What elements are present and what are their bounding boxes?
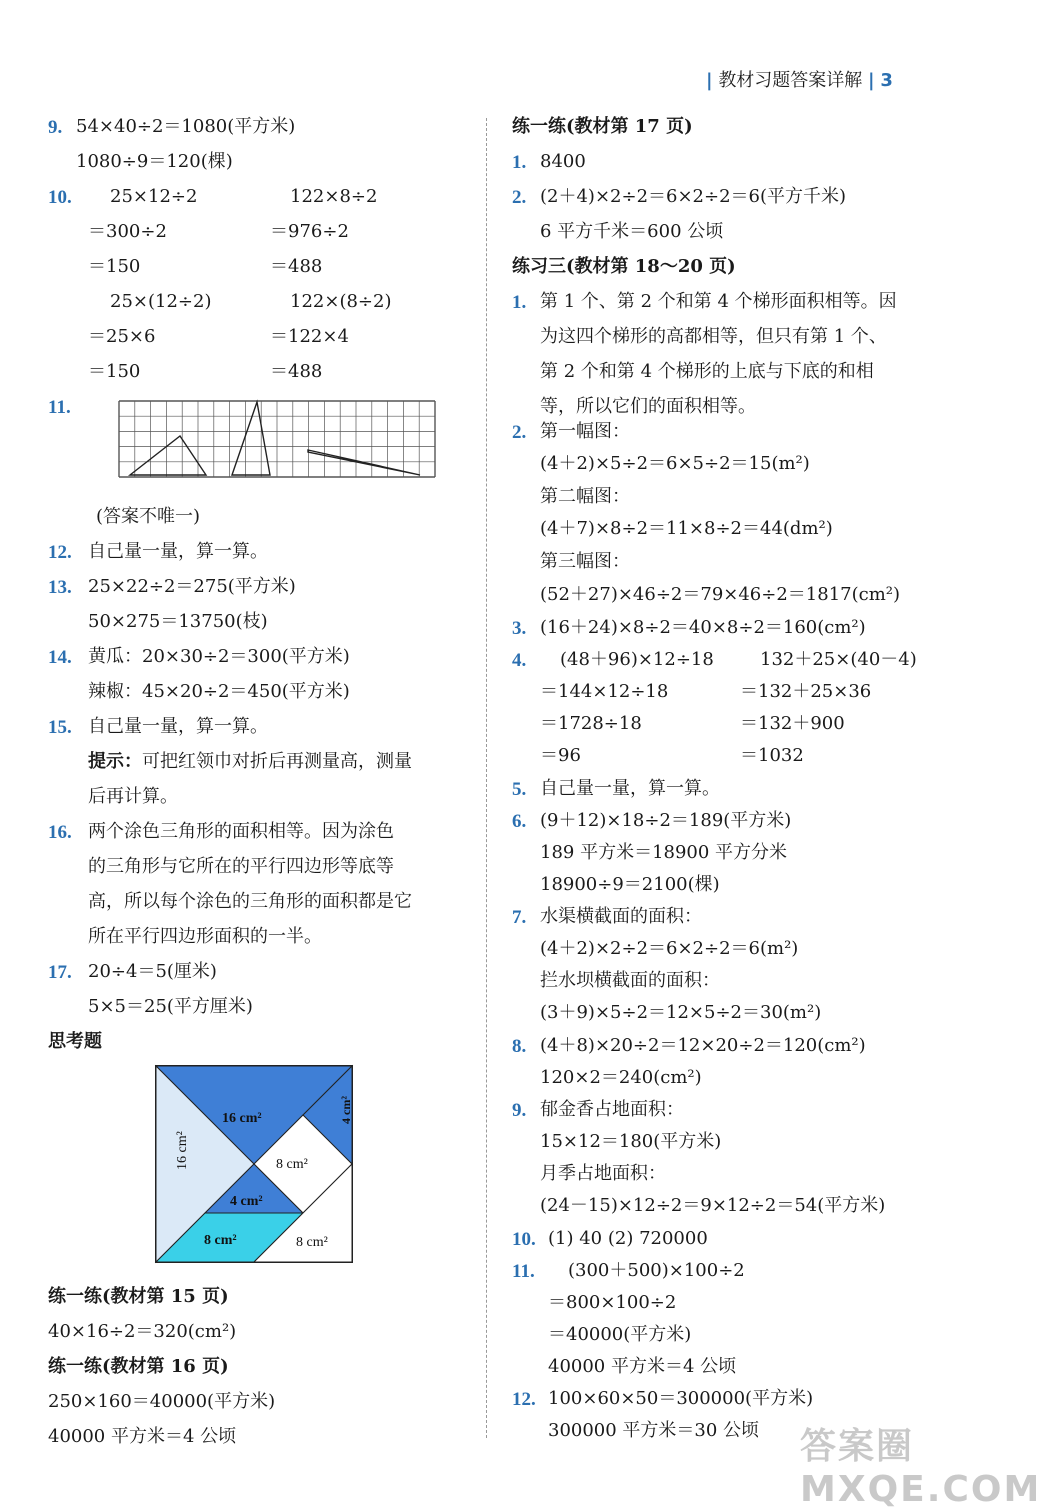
answer-line: 自己量一量，算一算。	[88, 716, 268, 737]
answer-line: ＝40000(平方米)	[548, 1324, 692, 1345]
answer-line: (4＋2)×2÷2＝6×2÷2＝6(m²)	[540, 938, 799, 959]
answer-line: 月季占地面积：	[540, 1163, 666, 1184]
answer-line: 50×275＝13750(枝)	[88, 611, 268, 632]
answer-line: 1080÷9＝120(棵)	[76, 151, 233, 172]
question-number: 8.	[512, 1036, 527, 1057]
answer-line: (4＋8)×20÷2＝12×20÷2＝120(cm²)	[540, 1035, 866, 1056]
answer-line: 郁金香占地面积：	[540, 1099, 684, 1120]
label-square: 8 cm²	[276, 1157, 308, 1172]
question-number: 10.	[48, 187, 72, 208]
answer-line: (2＋4)×2÷2＝6×2÷2＝6(平方千米)	[540, 186, 847, 207]
answer-line: ＝150	[88, 361, 141, 382]
question-number: 12.	[48, 542, 72, 563]
label-left: 16 cm²	[175, 1131, 190, 1170]
question-number: 3.	[512, 618, 527, 639]
answer-line: 15×12＝180(平方米)	[540, 1131, 722, 1152]
column-divider	[486, 118, 487, 1438]
grid-triangles-figure	[118, 400, 436, 478]
section-heading: 练一练(教材第 17 页)	[512, 116, 693, 137]
answer-line: 两个涂色三角形的面积相等。因为涂色	[88, 821, 394, 842]
answer-line: 189 平方米＝18900 平方分米	[540, 842, 788, 863]
question-number: 13.	[48, 577, 72, 598]
answer-line: 20÷4＝5(厘米)	[88, 961, 217, 982]
question-number: 12.	[512, 1389, 536, 1410]
answer-line: ＝800×100÷2	[548, 1292, 677, 1313]
question-number: 7.	[512, 907, 527, 928]
answer-line: ＝976÷2	[270, 221, 349, 242]
answer-line: 54×40÷2＝1080(平方米)	[76, 116, 296, 137]
answer-line: ＝150	[88, 256, 141, 277]
answer-line: (300＋500)×100÷2	[568, 1260, 745, 1281]
triangle-2	[232, 402, 270, 475]
question-number: 2.	[512, 187, 527, 208]
answer-line: 6 平方千米＝600 公顷	[540, 221, 724, 242]
answer-line: 40000 平方米＝4 公顷	[548, 1356, 737, 1377]
label-small-triangle: 4 cm²	[230, 1194, 263, 1209]
question-number: 2.	[512, 422, 527, 443]
section-heading: 练一练(教材第 15 页)	[48, 1286, 229, 1307]
answer-line: ＝1728÷18	[540, 713, 642, 734]
page-number: 3	[880, 70, 893, 91]
answer-line: 132＋25×(40－4)	[760, 649, 917, 670]
answer-line: ＝488	[270, 361, 323, 382]
answer-line: 8400	[540, 151, 586, 172]
answer-line: (3＋9)×5÷2＝12×5÷2＝30(m²)	[540, 1002, 822, 1023]
answer-line: 辣椒：45×20÷2＝450(平方米)	[88, 681, 350, 702]
answer-line: (4＋7)×8÷2＝11×8÷2＝44(dm²)	[540, 518, 833, 539]
answer-line: ＝144×12÷18	[540, 681, 669, 702]
answer-line: 18900÷9＝2100(棵)	[540, 874, 720, 895]
header-title: 教材习题答案详解	[718, 70, 863, 91]
question-number: 4.	[512, 650, 527, 671]
answer-line: 100×60×50＝300000(平方米)	[548, 1388, 814, 1409]
answer-line: 122×8÷2	[290, 186, 378, 207]
answer-line: 250×160＝40000(平方米)	[48, 1391, 276, 1412]
question-number: 9.	[512, 1100, 527, 1121]
label-right-small: 4 cm²	[339, 1096, 353, 1124]
answer-line: ＝488	[270, 256, 323, 277]
answer-line: ＝122×4	[270, 326, 349, 347]
answer-line: 第三幅图：	[540, 551, 630, 572]
triangle-1	[130, 436, 206, 475]
answer-line: 后再计算。	[88, 786, 178, 807]
answer-line: (24－15)×12÷2＝9×12÷2＝54(平方米)	[540, 1195, 886, 1216]
answer-line: (52＋27)×46÷2＝79×46÷2＝1817(cm²)	[540, 584, 901, 605]
answer-line: 40×16÷2＝320(cm²)	[48, 1321, 237, 1342]
answer-line: (48＋96)×12÷18	[560, 649, 714, 670]
answer-line: ＝132＋900	[740, 713, 845, 734]
section-heading: 提示：	[88, 751, 142, 772]
answer-line: 的三角形与它所在的平行四边形等底等	[88, 856, 394, 877]
answer-line: 等，所以它们的面积相等。	[540, 396, 756, 417]
answer-line: 第 1 个、第 2 个和第 4 个梯形面积相等。因	[540, 291, 897, 312]
grid-lines	[119, 401, 435, 477]
answer-line: (16＋24)×8÷2＝40×8÷2＝160(cm²)	[540, 617, 866, 638]
answer-line: 水渠横截面的面积：	[540, 906, 702, 927]
answer-line: 拦水坝横截面的面积：	[540, 970, 720, 991]
answer-line: 25×(12÷2)	[110, 291, 212, 312]
label-parallelogram: 8 cm²	[204, 1233, 237, 1248]
answer-line: 可把红领巾对折后再测量高，测量	[142, 751, 412, 772]
question-number: 9.	[48, 117, 63, 138]
section-heading: 思考题	[48, 1031, 102, 1052]
question-number: 15.	[48, 717, 72, 738]
question-number: 10.	[512, 1229, 536, 1250]
answer-line: 第 2 个和第 4 个梯形的上底与下底的和相	[540, 361, 874, 382]
question-number: 16.	[48, 822, 72, 843]
question-number: 1.	[512, 292, 527, 313]
tangram-figure	[156, 1066, 352, 1262]
answer-line: 300000 平方米＝30 公顷	[548, 1420, 760, 1441]
answer-line: 自己量一量，算一算。	[88, 541, 268, 562]
answer-line: 120×2＝240(cm²)	[540, 1067, 702, 1088]
header-divider: |	[868, 70, 875, 91]
answer-line: 25×12÷2	[110, 186, 198, 207]
answer-line: ＝132＋25×36	[740, 681, 872, 702]
answer-line: 第二幅图：	[540, 486, 630, 507]
answer-line: 5×5＝25(平方厘米)	[88, 996, 253, 1017]
label-top: 16 cm²	[222, 1111, 262, 1126]
question-number: 6.	[512, 811, 527, 832]
section-heading: 练一练(教材第 16 页)	[48, 1356, 229, 1377]
answer-line: 为这四个梯形的高都相等，但只有第 1 个、	[540, 326, 887, 347]
question-number: 1.	[512, 152, 527, 173]
question-number: 11.	[48, 397, 71, 418]
question-number: 5.	[512, 779, 527, 800]
watermark: 答案圈 MXQE.COM	[800, 1426, 1041, 1510]
answer-line: (9＋12)×18÷2＝189(平方米)	[540, 810, 792, 831]
answer-line: 高，所以每个涂色的三角形的面积都是它	[88, 891, 412, 912]
answer-line: 黄瓜：20×30÷2＝300(平方米)	[88, 646, 350, 667]
answer-line: 第一幅图：	[540, 421, 630, 442]
answer-line: 所在平行四边形面积的一半。	[88, 926, 322, 947]
answer-line: ＝96	[540, 745, 581, 766]
answer-line: (1) 40 (2) 720000	[548, 1228, 708, 1249]
answer-line: 40000 平方米＝4 公顷	[48, 1426, 237, 1447]
answer-line: ＝1032	[740, 745, 804, 766]
header-divider: |	[706, 70, 713, 91]
question-number: 14.	[48, 647, 72, 668]
answer-line: 122×(8÷2)	[290, 291, 392, 312]
answer-line: (4＋2)×5÷2＝6×5÷2＝15(m²)	[540, 453, 810, 474]
question-number: 11.	[512, 1261, 535, 1282]
question-number: 17.	[48, 962, 72, 983]
answer-line: ＝25×6	[88, 326, 156, 347]
label-bottom-right: 8 cm²	[296, 1235, 328, 1250]
answer-line: 自己量一量，算一算。	[540, 778, 720, 799]
section-heading: 练习三(教材第 18～20 页)	[512, 256, 736, 277]
answer-line: ＝300÷2	[88, 221, 167, 242]
page-header	[706, 66, 893, 92]
answer-line: (答案不唯一)	[96, 506, 201, 527]
answer-line: 25×22÷2＝275(平方米)	[88, 576, 296, 597]
